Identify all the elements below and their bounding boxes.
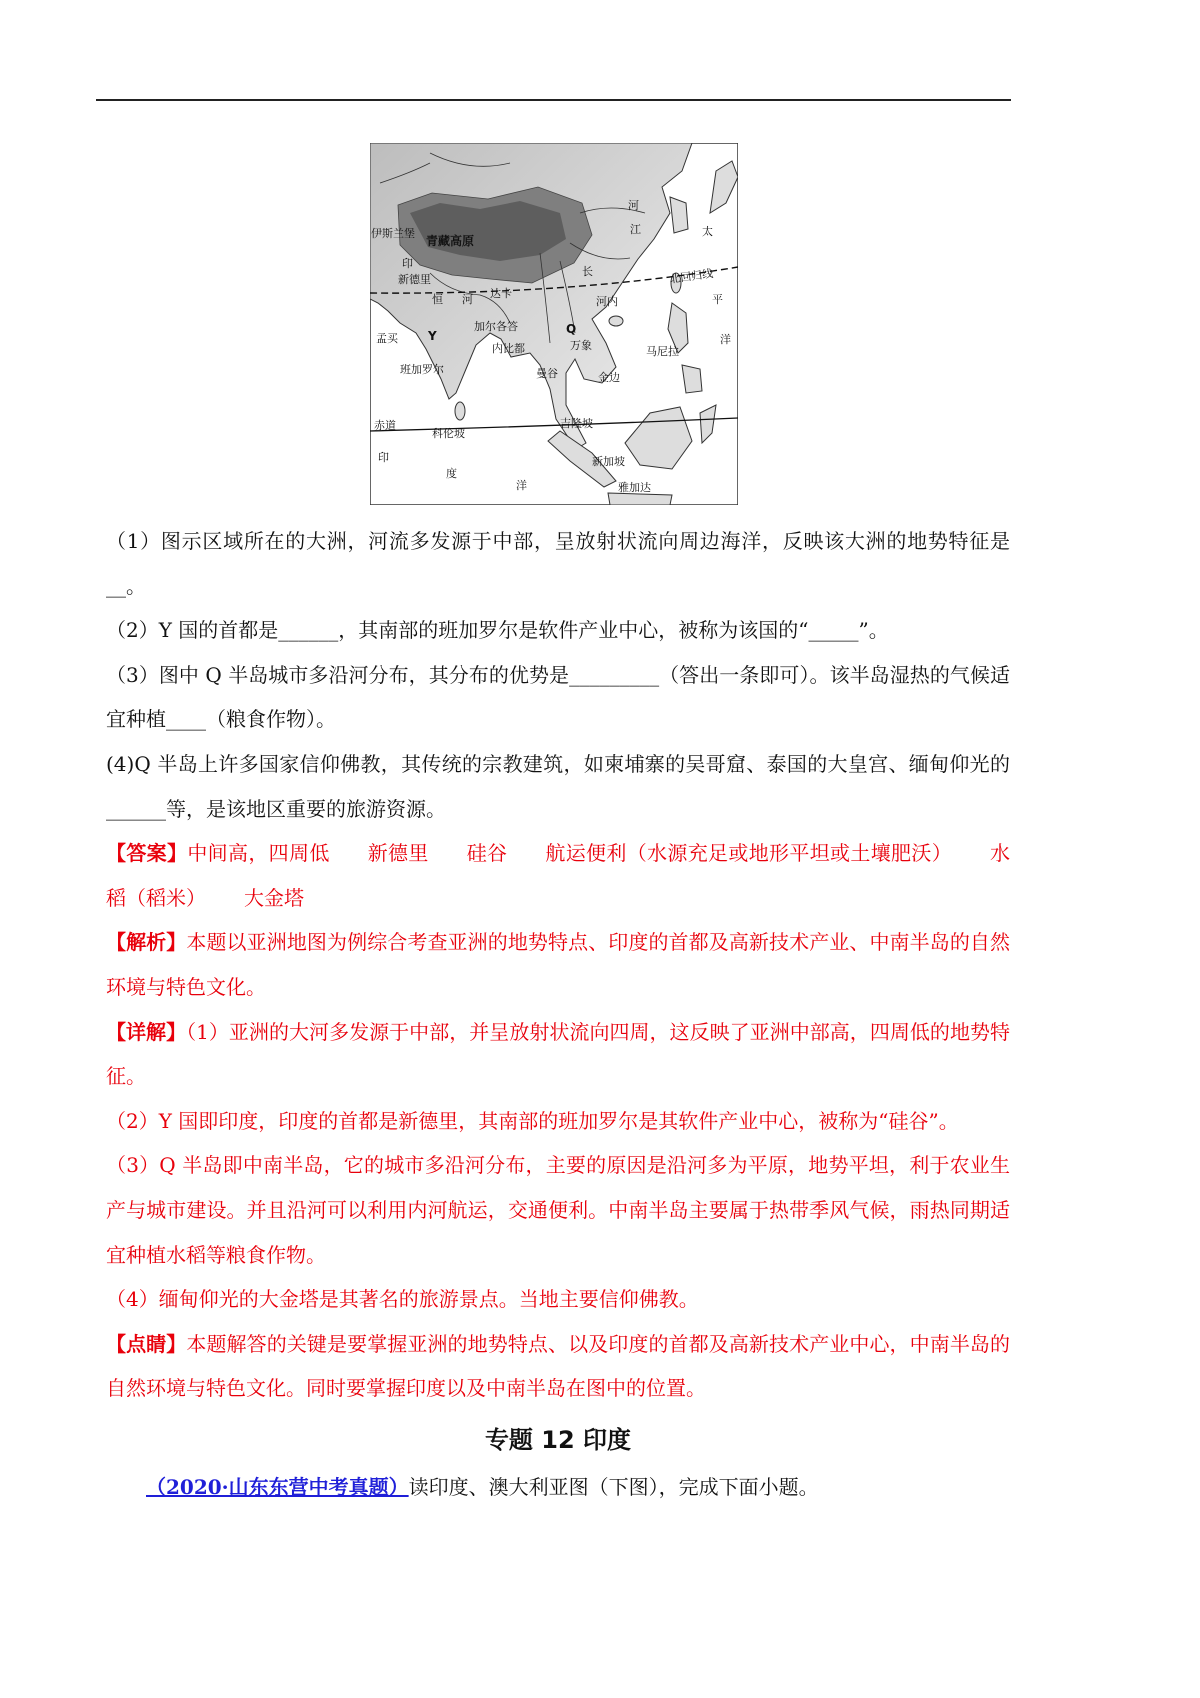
label-yangtze-1: 长 — [582, 265, 593, 278]
detail-text: （1）亚洲的大河多发源于中部，并呈放射状流向四周，这反映了亚洲中部高，四周低的地势特征。 — [106, 1019, 1011, 1089]
label-manila: 马尼拉 — [646, 345, 679, 358]
label-bangkok: 曼谷 — [536, 367, 558, 380]
answer-item: 水稻（稻米） — [106, 841, 1011, 910]
hainan-shape — [609, 316, 623, 326]
detail-para-3: （3）Q 半岛即中南半岛，它的城市多沿河分布，主要的原因是沿河多为平原，地势平坦，利于农业生产与城市建设。并且沿河可以利用内河航运，交通便利。中南半岛主要属于热带季风气候，雨热同期适宜种植水稻等粮食作物。 — [106, 1153, 1010, 1267]
label-yellow-river: 河 — [628, 199, 639, 212]
label-equator: 赤道 — [374, 419, 396, 432]
detail-tag: 【详解】 — [106, 1019, 187, 1044]
label-ganges-1: 恒 — [432, 293, 443, 306]
label-vientiane: 万象 — [570, 339, 592, 352]
detail-para-1 — [106, 1010, 1010, 1099]
label-islamabad: 伊斯兰堡 — [371, 227, 415, 240]
label-ganges-2: 河 — [462, 293, 473, 306]
answer-item: 硅谷 — [466, 841, 508, 866]
label-peninsula-q: Q — [566, 322, 577, 336]
label-pacific-3: 洋 — [720, 333, 731, 346]
section-title: 专题 12 印度 — [484, 1425, 632, 1454]
label-indian-ocean-1: 印 — [378, 451, 389, 464]
label-naypyidaw: 内比都 — [492, 342, 525, 355]
label-singapore: 新加坡 — [592, 455, 625, 468]
asia-map — [370, 143, 738, 505]
sri-lanka-shape — [455, 402, 465, 420]
question-2: （2）Y 国的首都是______，其南部的班加罗尔是软件产业中心，被称为该国的“_____”。 — [106, 618, 889, 643]
answer-block — [106, 831, 1010, 920]
question-source-link[interactable]: （2020·山东东营中考真题） — [146, 1474, 409, 1499]
answer-tag: 【答案】 — [106, 841, 188, 866]
detail-para-4: （4）缅甸仰光的大金塔是其著名的旅游景点。当地主要信仰佛教。 — [106, 1287, 699, 1312]
label-indian-ocean-2: 度 — [446, 467, 457, 480]
question-4: (4)Q 半岛上许多国家信仰佛教，其传统的宗教建筑，如柬埔寨的吴哥窟、泰国的大皇宫、缅甸仰光的______等，是该地区重要的旅游资源。 — [106, 751, 1010, 821]
label-plateau: 青藏高原 — [426, 234, 475, 248]
answer-item: 中间高，四周低 — [187, 841, 330, 866]
label-phnom-penh: 金边 — [598, 371, 620, 384]
next-question — [106, 1465, 1010, 1510]
header-rule — [96, 99, 1011, 101]
question-1: （1）图示区域所在的大洲，河流多发源于中部，呈放射状流向周边海洋，反映该大洲的地势特征是__。 — [106, 529, 1010, 598]
label-yangtze-2: 江 — [630, 223, 641, 236]
label-new-delhi: 新德里 — [398, 273, 431, 286]
label-bangalore: 班加罗尔 — [400, 363, 444, 376]
asia-map-svg — [370, 143, 738, 505]
analysis-tag: 【解析】 — [106, 930, 187, 955]
comment-tag: 【点睛】 — [106, 1331, 187, 1356]
comment-block — [106, 1322, 1010, 1411]
question-3: （3）图中 Q 半岛城市多沿河分布，其分布的优势是_________（答出一条即可）。该半岛湿热的气候适宜种植____（粮食作物）。 — [106, 662, 1010, 732]
answer-item: 新德里 — [367, 841, 429, 866]
philippines-south-shape — [682, 365, 702, 393]
next-question-text: 读印度、澳大利亚图（下图），完成下面小题。 — [408, 1474, 819, 1499]
comment-text: 本题解答的关键是要掌握亚洲的地势特点、以及印度的首都及高新技术产业中心，中南半岛的自然环境与特色文化。同时要掌握印度以及中南半岛在图中的位置。 — [106, 1331, 1011, 1401]
answer-item: 航运便利（水源充足或地形平坦或土壤肥沃） — [545, 841, 953, 866]
detail-para-2: （2）Y 国即印度，印度的首都是新德里，其南部的班加罗尔是其软件产业中心，被称为“硅谷”。 — [106, 1108, 959, 1133]
label-pacific-1: 太 — [702, 225, 713, 238]
label-tropic: 北回归线 — [668, 266, 714, 286]
label-mumbai: 孟买 — [376, 332, 398, 345]
label-pacific-2: 平 — [712, 293, 723, 306]
label-colombo: 科伦坡 — [432, 427, 465, 440]
answer-item: 大金塔 — [244, 885, 304, 910]
label-jakarta: 雅加达 — [618, 481, 651, 494]
label-hanoi: 河内 — [596, 295, 618, 308]
analysis-block — [106, 920, 1010, 1009]
document-body — [106, 519, 1010, 1509]
label-kolkata: 加尔各答 — [474, 320, 518, 333]
analysis-text: 本题以亚洲地图为例综合考查亚洲的地势特点、印度的首都及高新技术产业、中南半岛的自然环境与特色文化。 — [106, 930, 1011, 999]
label-dhaka: 达卡 — [490, 287, 512, 300]
label-india-part: 印 — [402, 257, 413, 270]
label-kuala-lumpur: 吉隆坡 — [560, 417, 593, 430]
label-country-y: Y — [428, 329, 437, 343]
java-shape — [608, 493, 672, 505]
label-indian-ocean-3: 洋 — [516, 479, 527, 492]
